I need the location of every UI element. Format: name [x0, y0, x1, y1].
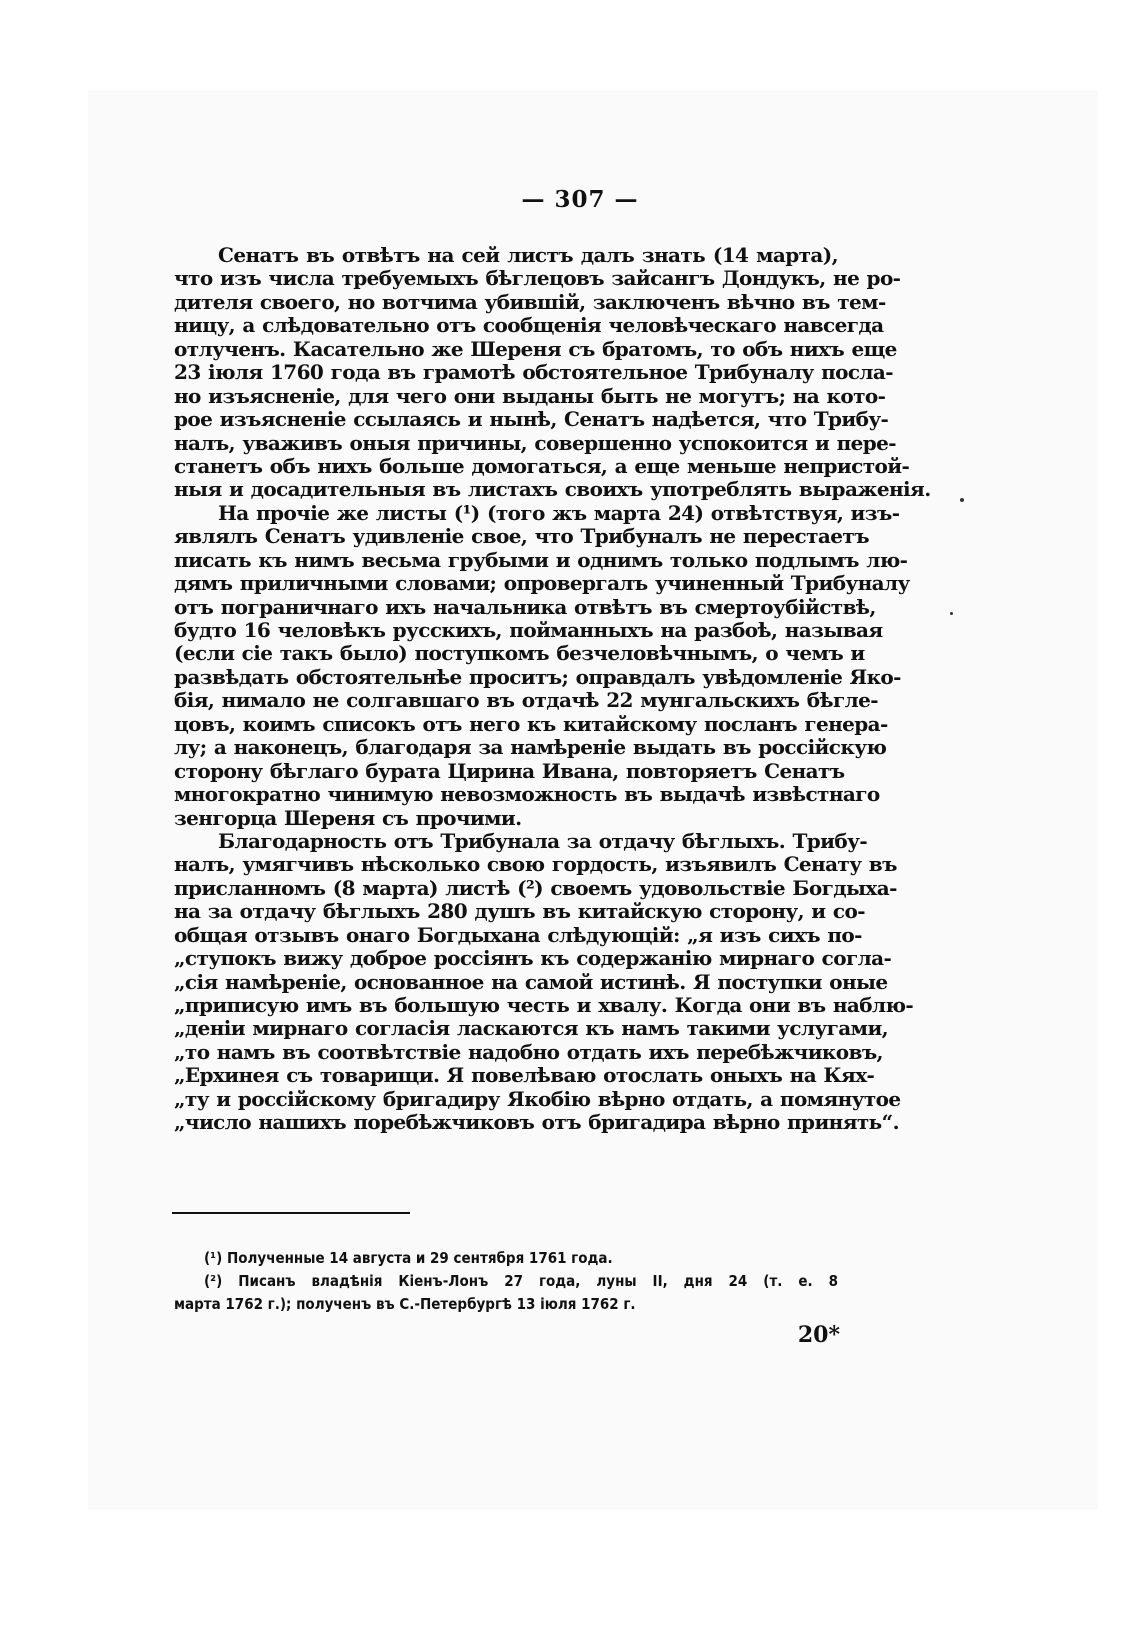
body-line: но изъясненіе, для чего они выданы быть не могутъ; на кото-	[174, 383, 886, 408]
body-line: „деніи мирнаго согласія ласкаются къ намъ такими услугами,	[174, 1016, 889, 1041]
body-line: многократно чинимую невозможность въ выдачѣ извѣстнаго	[174, 782, 880, 807]
body-line: станетъ объ нихъ больше домогаться, а еще меньше непристой-	[174, 453, 910, 478]
footnote-line: (²) Писанъ владѣнія Кіенъ-Лонъ 27 года, луны II, дня 24 (т. е. 8	[204, 1272, 838, 1290]
signature-mark: 20*	[797, 1322, 840, 1348]
body-line: „число нашихъ поребѣжчиковъ отъ бригадира вѣрно принять“.	[174, 1110, 899, 1135]
footnote-line: (¹) Полученные 14 августа и 29 сентября 1761 года.	[204, 1249, 613, 1267]
footnote-line: марта 1762 г.); полученъ въ С.-Петербургѣ 13 іюля 1762 г.	[174, 1295, 636, 1313]
body-line: дямъ приличными словами; опровергалъ учиненный Трибуналу	[174, 571, 910, 596]
body-line: налъ, умягчивъ нѣсколько свою гордость, изъявилъ Сенату въ	[174, 852, 897, 877]
body-line: писать къ нимъ весьма грубыми и однимъ только подлымъ лю-	[174, 547, 908, 572]
body-line: „то намъ въ соотвѣтствіе надобно отдать ихъ перебѣжчиковъ,	[174, 1039, 883, 1064]
body-line: „ступокъ вижу доброе россіянъ къ содержанію мирнаго согла-	[174, 946, 892, 971]
footnote-divider	[172, 1212, 410, 1214]
scan-speck	[950, 612, 953, 615]
body-line: ницу, а слѣдовательно отъ сообщенія человѣческаго навсегда	[174, 313, 884, 338]
body-line: Сенатъ въ отвѣтъ на сей листъ далъ знать (14 марта),	[218, 243, 838, 267]
body-line: являлъ Сенатъ удивленіе свое, что Трибуналъ не перестаетъ	[174, 524, 869, 549]
body-line: зенгорца Шереня съ прочими.	[174, 805, 522, 830]
body-line: налъ, уваживъ оныя причины, совершенно успокоится и пере-	[174, 430, 896, 455]
body-line: отъ пограничнаго ихъ начальника отвѣтъ въ смертоубійствѣ,	[174, 594, 876, 619]
body-line: „Ерхинея съ товарищи. Я повелѣваю отослать оныхъ на Кях-	[174, 1063, 875, 1088]
body-line: сторону бѣглаго бурата Цирина Ивана, повторяетъ Сенатъ	[174, 758, 845, 783]
footnotes	[174, 1247, 838, 1316]
body-line: присланномъ (8 марта) листѣ (²) своемъ удовольствіе Богдыха-	[174, 875, 897, 900]
body-line: „ту и россійскому бригадиру Якобію вѣрно отдать, а помянутое	[174, 1086, 901, 1111]
body-line: Благодарность отъ Трибунала за отдачу бѣглыхъ. Трибу-	[218, 828, 868, 853]
body-line: 23 іюля 1760 года въ грамотѣ обстоятельное Трибуналу посла-	[174, 360, 893, 385]
body-line: лу; а наконецъ, благодаря за намѣреніе выдать въ россійскую	[174, 735, 887, 760]
body-line: ныя и досадительныя въ листахъ своихъ употреблять выраженія.	[174, 477, 931, 502]
body-line: бія, нимало не солгавшаго въ отдачѣ 22 мунгальскихъ бѣгле-	[174, 688, 878, 713]
body-line: дителя своего, но вотчима убившій, заключенъ вѣчно въ тем-	[174, 289, 886, 314]
body-line: развѣдать обстоятельнѣе проситъ; оправдалъ увѣдомленіе Яко-	[174, 664, 901, 689]
page-number: — 307 —	[521, 186, 639, 213]
scan-speck	[960, 498, 964, 502]
body-line: на за отдачу бѣглыхъ 280 душъ въ китайскую сторону, и со-	[174, 899, 865, 924]
body-line: общая отзывъ онаго Богдыхана слѣдующій: „я изъ сихъ по-	[174, 922, 862, 947]
body-line: отлученъ. Касательно же Шереня съ братомъ, то объ нихъ еще	[174, 336, 897, 361]
body-line: будто 16 человѣкъ русскихъ, пойманныхъ на разбоѣ, называя	[174, 618, 883, 642]
body-line: На прочіе же листы (¹) (того жъ марта 24) отвѣтствуя, изъ-	[218, 500, 900, 525]
body-line: рое изъясненіе ссылаясь и нынѣ, Сенатъ надѣется, что Трибу-	[174, 407, 889, 432]
body-line: (если сіе такъ было) поступкомъ безчеловѣчнымъ, о чемъ и	[174, 641, 865, 666]
body-line: „сія намѣреніе, основанное на самой истинѣ. Я поступки оные	[174, 969, 888, 994]
body-line: „приписую имъ въ большую честь и хвалу. Когда они въ наблю-	[174, 993, 914, 1017]
body-line: цовъ, коимъ списокъ отъ него къ китайскому посланъ генера-	[174, 711, 888, 736]
body-line: что изъ числа требуемыхъ бѣглецовъ зайсангъ Дондукъ, не ро-	[174, 266, 901, 291]
body-text	[174, 243, 931, 1135]
